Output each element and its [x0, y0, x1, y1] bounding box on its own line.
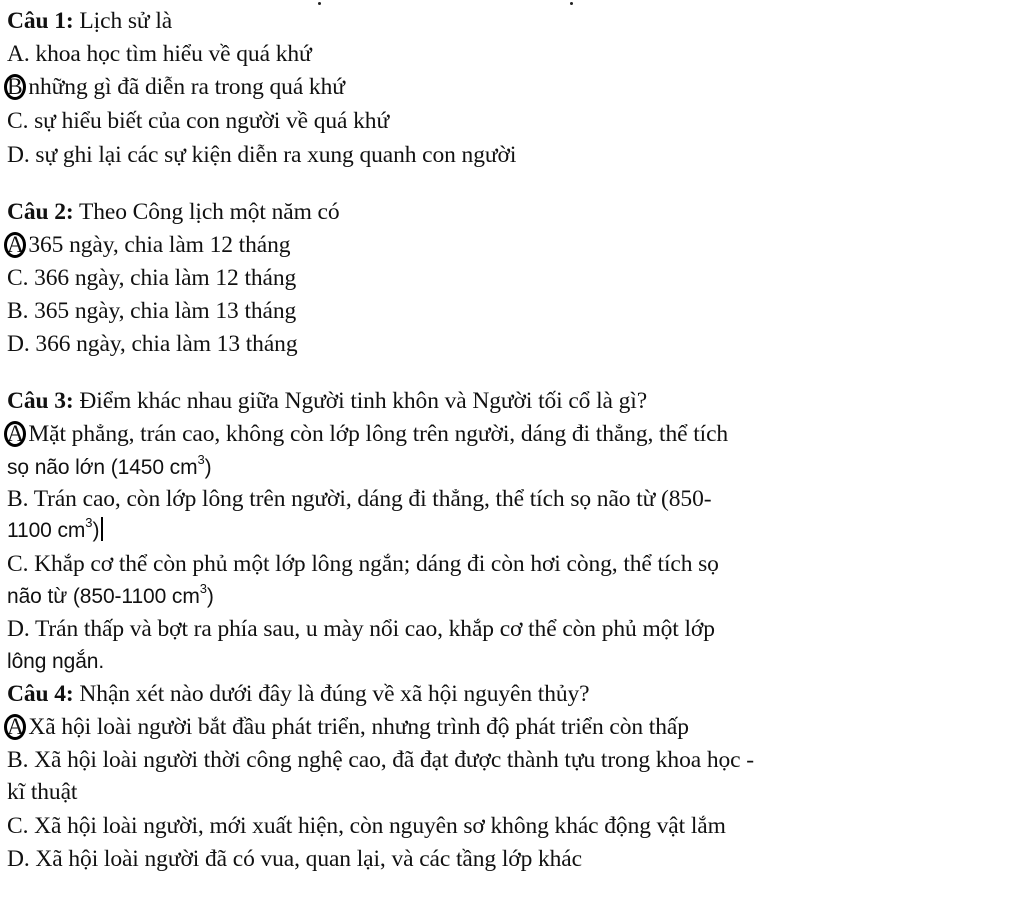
question-1 — [7, 7, 172, 35]
stray-dot — [318, 2, 321, 5]
q4-option-c: C. Xã hội loài người, mới xuất hiện, còn nguyên sơ không khác động vật lắm — [7, 813, 726, 839]
question-label: Câu 4: — [7, 681, 74, 707]
closing-paren: ) — [204, 456, 212, 479]
question-label: Câu 1: — [7, 8, 74, 34]
q2-option-a — [7, 231, 290, 259]
q3-option-b-line1: B. Trán cao, còn lớp lông trên người, dáng đi thẳng, thể tích sọ não từ (850- — [7, 486, 712, 512]
option-text: 1100 cm — [7, 519, 86, 542]
question-4 — [7, 680, 590, 708]
option-text: sọ não lớn (1450 cm — [7, 456, 198, 479]
q4-option-b-line1: B. Xã hội loài người thời công nghệ cao, đã đạt được thành tựu trong khoa học - — [7, 747, 754, 773]
superscript: 3 — [199, 581, 207, 596]
q2-option-b: B. 365 ngày, chia làm 13 tháng — [7, 298, 297, 324]
option-letter: A — [7, 714, 23, 740]
selected-answer-circle — [4, 421, 26, 447]
q3-option-b-line2 — [7, 517, 103, 545]
question-label: Câu 2: — [7, 199, 74, 225]
option-letter: B — [7, 74, 23, 100]
closing-paren: ) — [206, 585, 214, 608]
question-text: Lịch sử là — [73, 8, 173, 34]
q1-option-c: C. sự hiểu biết của con người về quá khứ — [7, 108, 390, 134]
question-text: Điểm khác nhau giữa Người tinh khôn và Người tối cổ là gì? — [73, 388, 648, 414]
q3-option-c-line1: C. Khắp cơ thể còn phủ một lớp lông ngắn; dáng đi còn hơi còng, thể tích sọ — [7, 551, 719, 577]
q1-option-b — [7, 73, 345, 101]
q3-option-d-line1: D. Trán thấp và bợt ra phía sau, u mày nổi cao, khắp cơ thể còn phủ một lớp — [7, 616, 715, 642]
option-text: Xã hội loài người bắt đầu phát triển, nhưng trình độ phát triển còn thấp — [22, 714, 689, 740]
option-text: 365 ngày, chia làm 12 tháng — [22, 232, 291, 258]
q4-option-a — [7, 713, 689, 741]
q4-option-d: D. Xã hội loài người đã có vua, quan lại, và các tầng lớp khác — [7, 846, 582, 872]
q1-option-a: A. khoa học tìm hiểu về quá khứ — [7, 41, 312, 67]
selected-answer-circle — [4, 74, 26, 100]
q3-option-a-line1 — [7, 420, 728, 448]
superscript: 3 — [197, 452, 205, 467]
q4-option-b-line2: kĩ thuật — [7, 779, 78, 805]
q1-option-d: D. sự ghi lại các sự kiện diễn ra xung quanh con người — [7, 142, 517, 168]
text-cursor — [101, 517, 103, 541]
q3-option-d-line2: lông ngắn. — [7, 650, 105, 673]
option-text: Mặt phẳng, trán cao, không còn lớp lông trên người, dáng đi thẳng, thể tích — [22, 421, 729, 447]
question-text: Nhận xét nào dưới đây là đúng về xã hội nguyên thủy? — [73, 681, 590, 707]
q3-option-a-line2 — [7, 454, 212, 482]
q3-option-c-line2 — [7, 583, 214, 611]
option-letter: A — [7, 421, 23, 447]
selected-answer-circle — [4, 714, 26, 740]
superscript: 3 — [85, 515, 93, 530]
option-text: những gì đã diễn ra trong quá khứ — [22, 74, 345, 100]
selected-answer-circle — [4, 232, 26, 258]
question-2 — [7, 198, 340, 226]
q2-option-c: C. 366 ngày, chia làm 12 tháng — [7, 265, 297, 291]
question-text: Theo Công lịch một năm có — [73, 199, 340, 225]
closing-paren: ) — [92, 519, 100, 542]
question-3 — [7, 387, 647, 415]
option-text: não từ (850-1100 cm — [7, 585, 200, 608]
q2-option-d: D. 366 ngày, chia làm 13 tháng — [7, 331, 298, 357]
stray-dot — [570, 2, 573, 5]
question-label: Câu 3: — [7, 388, 74, 414]
option-letter: A — [7, 232, 23, 258]
